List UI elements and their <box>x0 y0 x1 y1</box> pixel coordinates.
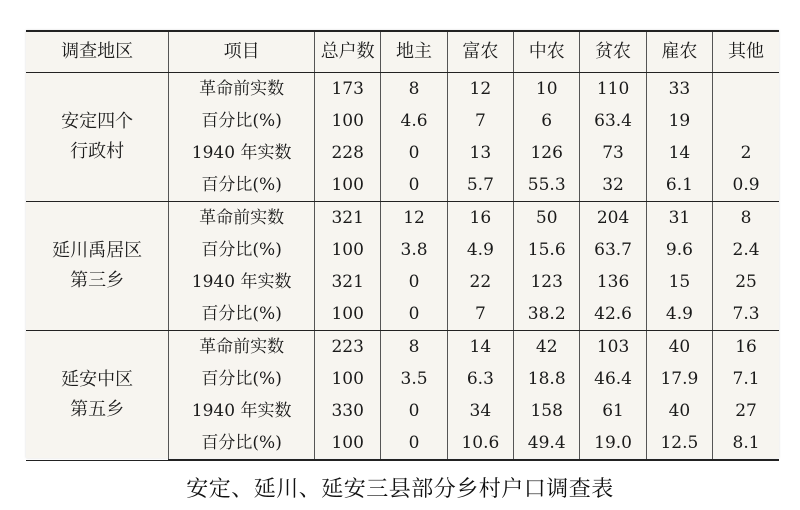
region-cell <box>26 331 169 461</box>
header-poor-peasant: 贫农 <box>580 31 646 73</box>
item-cell: 百分比(%) <box>169 298 315 331</box>
header-other: 其他 <box>713 31 779 73</box>
value-cell: 50 <box>514 202 580 235</box>
value-cell: 100 <box>315 363 381 395</box>
value-cell: 14 <box>646 137 712 169</box>
header-total-households: 总户数 <box>315 31 381 73</box>
value-cell: 73 <box>580 137 646 169</box>
value-cell: 18.8 <box>514 363 580 395</box>
table-row <box>26 202 779 235</box>
value-cell: 123 <box>514 266 580 298</box>
value-cell: 3.5 <box>381 363 447 395</box>
value-cell: 13 <box>447 137 513 169</box>
value-cell: 32 <box>580 169 646 202</box>
value-cell: 8 <box>740 207 752 228</box>
value-cell: 22 <box>447 266 513 298</box>
value-cell: 0 <box>381 427 447 460</box>
table-row <box>26 73 779 106</box>
value-cell: 38.2 <box>514 298 580 331</box>
household-survey-table <box>26 30 779 461</box>
table-body <box>26 73 779 461</box>
header-middle-peasant: 中农 <box>514 31 580 73</box>
value-cell: 6.1 <box>646 169 712 202</box>
value-cell: 4.6 <box>381 105 447 137</box>
item-cell: 1940 年实数 <box>169 137 315 169</box>
item-cell: 百分比(%) <box>169 363 315 395</box>
item-cell: 革命前实数 <box>169 331 315 364</box>
region-name-line: 延川禹居区 <box>52 240 143 261</box>
region-name-line: 第五乡 <box>70 399 125 421</box>
value-cell: 2 <box>740 142 752 163</box>
household-survey-table-container <box>26 30 779 458</box>
value-cell: 158 <box>514 395 580 427</box>
value-cell: 27 <box>735 400 757 421</box>
value-cell: 61 <box>580 395 646 427</box>
value-cell: 103 <box>580 331 646 364</box>
value-cell: 173 <box>315 73 381 106</box>
item-cell: 革命前实数 <box>169 73 315 106</box>
value-cell: 55.3 <box>514 169 580 202</box>
value-cell: 31 <box>646 202 712 235</box>
value-cell: 110 <box>580 73 646 106</box>
item-cell: 革命前实数 <box>169 202 315 235</box>
value-cell: 0 <box>381 395 447 427</box>
table-header-row <box>26 31 779 73</box>
item-cell: 百分比(%) <box>169 234 315 266</box>
value-cell: 10.6 <box>447 427 513 460</box>
value-cell: 34 <box>447 395 513 427</box>
region-name-line: 第三乡 <box>70 270 125 291</box>
header-rich-peasant: 富农 <box>447 31 513 73</box>
value-cell: 25 <box>735 271 757 292</box>
value-cell: 9.6 <box>646 234 712 266</box>
value-cell: 12 <box>447 73 513 106</box>
item-cell: 百分比(%) <box>169 169 315 202</box>
header-region: 调查地区 <box>26 31 169 73</box>
value-cell: 6.3 <box>447 363 513 395</box>
value-cell: 321 <box>315 266 381 298</box>
value-cell: 223 <box>315 331 381 364</box>
value-cell: 6 <box>514 105 580 137</box>
region-name-line: 行政村 <box>70 141 125 162</box>
value-cell: 42.6 <box>580 298 646 331</box>
value-cell: 7 <box>447 105 513 137</box>
value-cell <box>713 105 779 137</box>
value-cell: 16 <box>735 336 757 357</box>
value-cell: 100 <box>315 427 381 460</box>
region-cell <box>26 202 169 331</box>
value-cell: 15 <box>646 266 712 298</box>
region-name-line: 安定四个 <box>61 111 134 132</box>
value-cell: 19 <box>646 105 712 137</box>
table-caption: 安定、延川、延安三县部分乡村户口调查表 <box>186 477 614 502</box>
value-cell: 228 <box>315 137 381 169</box>
value-cell <box>713 73 779 106</box>
value-cell: 330 <box>315 395 381 427</box>
value-cell: 100 <box>315 234 381 266</box>
value-cell: 14 <box>447 331 513 364</box>
value-cell: 2.4 <box>732 239 760 260</box>
value-cell: 0 <box>381 169 447 202</box>
value-cell: 42 <box>514 331 580 364</box>
value-cell: 12.5 <box>646 427 712 460</box>
table-row <box>26 331 779 364</box>
value-cell: 7.1 <box>732 368 760 389</box>
value-cell: 40 <box>646 395 712 427</box>
value-cell: 204 <box>580 202 646 235</box>
value-cell: 33 <box>646 73 712 106</box>
value-cell: 0 <box>381 266 447 298</box>
region-cell <box>26 73 169 202</box>
value-cell: 8.1 <box>713 427 779 460</box>
value-cell: 40 <box>646 331 712 364</box>
header-hired-laborer: 雇农 <box>646 31 712 73</box>
value-cell: 12 <box>381 202 447 235</box>
value-cell: 100 <box>315 105 381 137</box>
value-cell: 8 <box>381 73 447 106</box>
value-cell: 126 <box>514 137 580 169</box>
header-landlord: 地主 <box>381 31 447 73</box>
value-cell: 5.7 <box>447 169 513 202</box>
value-cell: 16 <box>447 202 513 235</box>
value-cell: 3.8 <box>381 234 447 266</box>
value-cell: 63.7 <box>580 234 646 266</box>
value-cell: 100 <box>315 298 381 331</box>
value-cell: 136 <box>580 266 646 298</box>
region-name-line: 延安中区 <box>61 369 134 391</box>
value-cell: 49.4 <box>514 427 580 460</box>
item-cell: 百分比(%) <box>169 105 315 137</box>
value-cell: 15.6 <box>514 234 580 266</box>
value-cell: 4.9 <box>447 234 513 266</box>
value-cell: 0 <box>381 298 447 331</box>
item-cell: 1940 年实数 <box>169 395 315 427</box>
value-cell: 7 <box>447 298 513 331</box>
item-cell: 百分比(%) <box>169 427 315 460</box>
value-cell: 321 <box>315 202 381 235</box>
value-cell: 8 <box>381 331 447 364</box>
value-cell: 100 <box>315 169 381 202</box>
value-cell: 0 <box>381 137 447 169</box>
value-cell: 7.3 <box>713 298 779 331</box>
value-cell: 19.0 <box>580 427 646 460</box>
value-cell: 17.9 <box>646 363 712 395</box>
value-cell: 46.4 <box>580 363 646 395</box>
value-cell: 0.9 <box>713 169 779 202</box>
value-cell: 10 <box>514 73 580 106</box>
item-cell: 1940 年实数 <box>169 266 315 298</box>
value-cell: 4.9 <box>646 298 712 331</box>
header-item: 项目 <box>169 31 315 73</box>
value-cell: 63.4 <box>580 105 646 137</box>
